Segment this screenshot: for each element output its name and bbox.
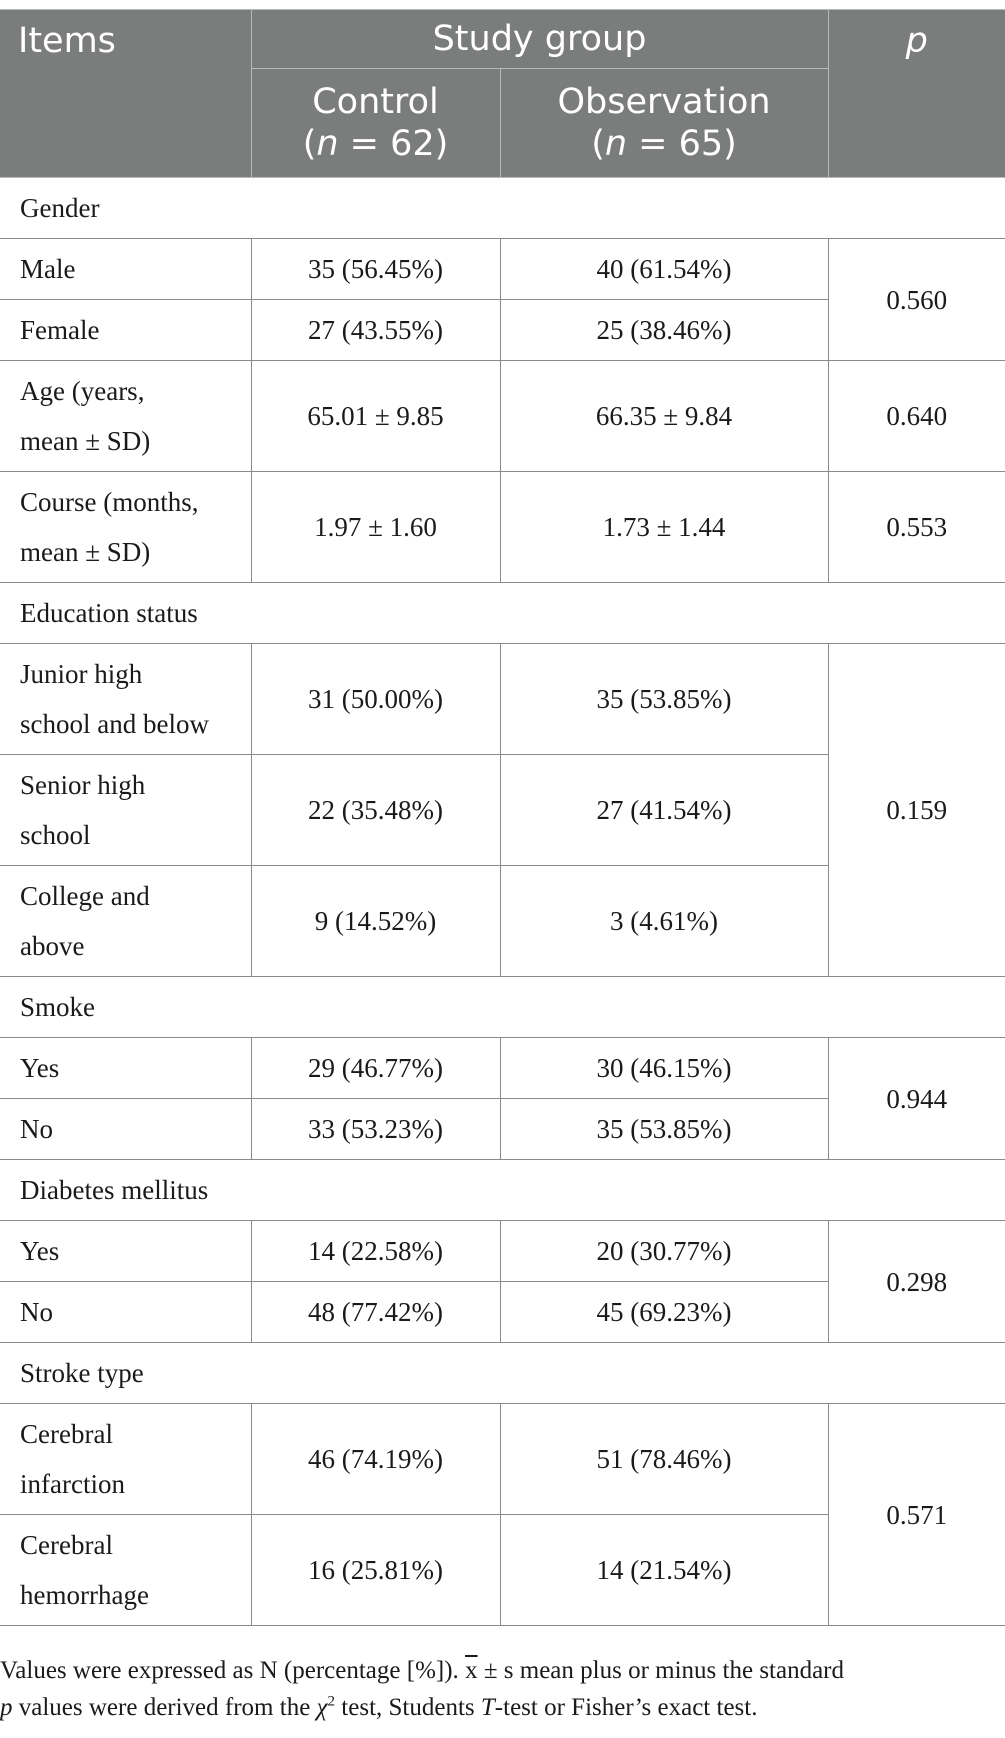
table-row: Senior high school 22 (35.48%) 27 (41.54%) <box>0 755 1005 866</box>
baseline-characteristics-table <box>0 9 1005 1626</box>
header-study-group: Study group <box>251 10 828 69</box>
p-value-stroke: 0.571 <box>828 1404 1005 1626</box>
table-row: Yes 29 (46.77%) 30 (46.15%) 0.944 <box>0 1038 1005 1099</box>
table-row: No 48 (77.42%) 45 (69.23%) <box>0 1282 1005 1343</box>
p-value-diabetes: 0.298 <box>828 1221 1005 1343</box>
p-value-age: 0.640 <box>828 361 1005 472</box>
table-row: Cerebral hemorrhage 16 (25.81%) 14 (21.54%) <box>0 1515 1005 1626</box>
table-row: Course (months, mean ± SD) 1.97 ± 1.60 1.73 ± 1.44 0.553 <box>0 472 1005 583</box>
section-gender: Gender <box>0 178 1005 239</box>
table-row: Female 27 (43.55%) 25 (38.46%) <box>0 300 1005 361</box>
p-value-smoke: 0.944 <box>828 1038 1005 1160</box>
table-row: Cerebral infarction 46 (74.19%) 51 (78.46%) 0.571 <box>0 1404 1005 1515</box>
section-education: Education status <box>0 583 1005 644</box>
table-row: Age (years, mean ± SD) 65.01 ± 9.85 66.35 ± 9.84 0.640 <box>0 361 1005 472</box>
p-value-education: 0.159 <box>828 644 1005 977</box>
header-p: p <box>828 10 1005 178</box>
header-control-name: Control <box>312 82 439 122</box>
p-value-gender: 0.560 <box>828 239 1005 361</box>
table-footnote: Values were expressed as N (percentage [%]). $\overline{x} \pm s$ mean plus or minus the standard p values were derived from the $\chi^2$ test, Students T-test or Fisher’s exact test. <box>0 1657 845 1721</box>
header-observation-n: (n = 65) <box>591 124 737 164</box>
table-row: Male 35 (56.45%) 40 (61.54%) 0.560 <box>0 239 1005 300</box>
p-value-course: 0.553 <box>828 472 1005 583</box>
section-diabetes: Diabetes mellitus <box>0 1160 1005 1221</box>
table-row: College and above 9 (14.52%) 3 (4.61%) <box>0 866 1005 977</box>
header-control-n: (n = 62) <box>302 124 449 164</box>
section-smoke: Smoke <box>0 977 1005 1038</box>
table-row: Yes 14 (22.58%) 20 (30.77%) 0.298 <box>0 1221 1005 1282</box>
header-items: Items <box>0 10 251 178</box>
header-observation <box>500 69 828 178</box>
header-control <box>251 69 500 178</box>
section-stroke: Stroke type <box>0 1343 1005 1404</box>
table-row: Junior high school and below 31 (50.00%) 35 (53.85%) 0.159 <box>0 644 1005 755</box>
table-row: No 33 (53.23%) 35 (53.85%) <box>0 1099 1005 1160</box>
header-observation-name: Observation <box>557 82 771 122</box>
